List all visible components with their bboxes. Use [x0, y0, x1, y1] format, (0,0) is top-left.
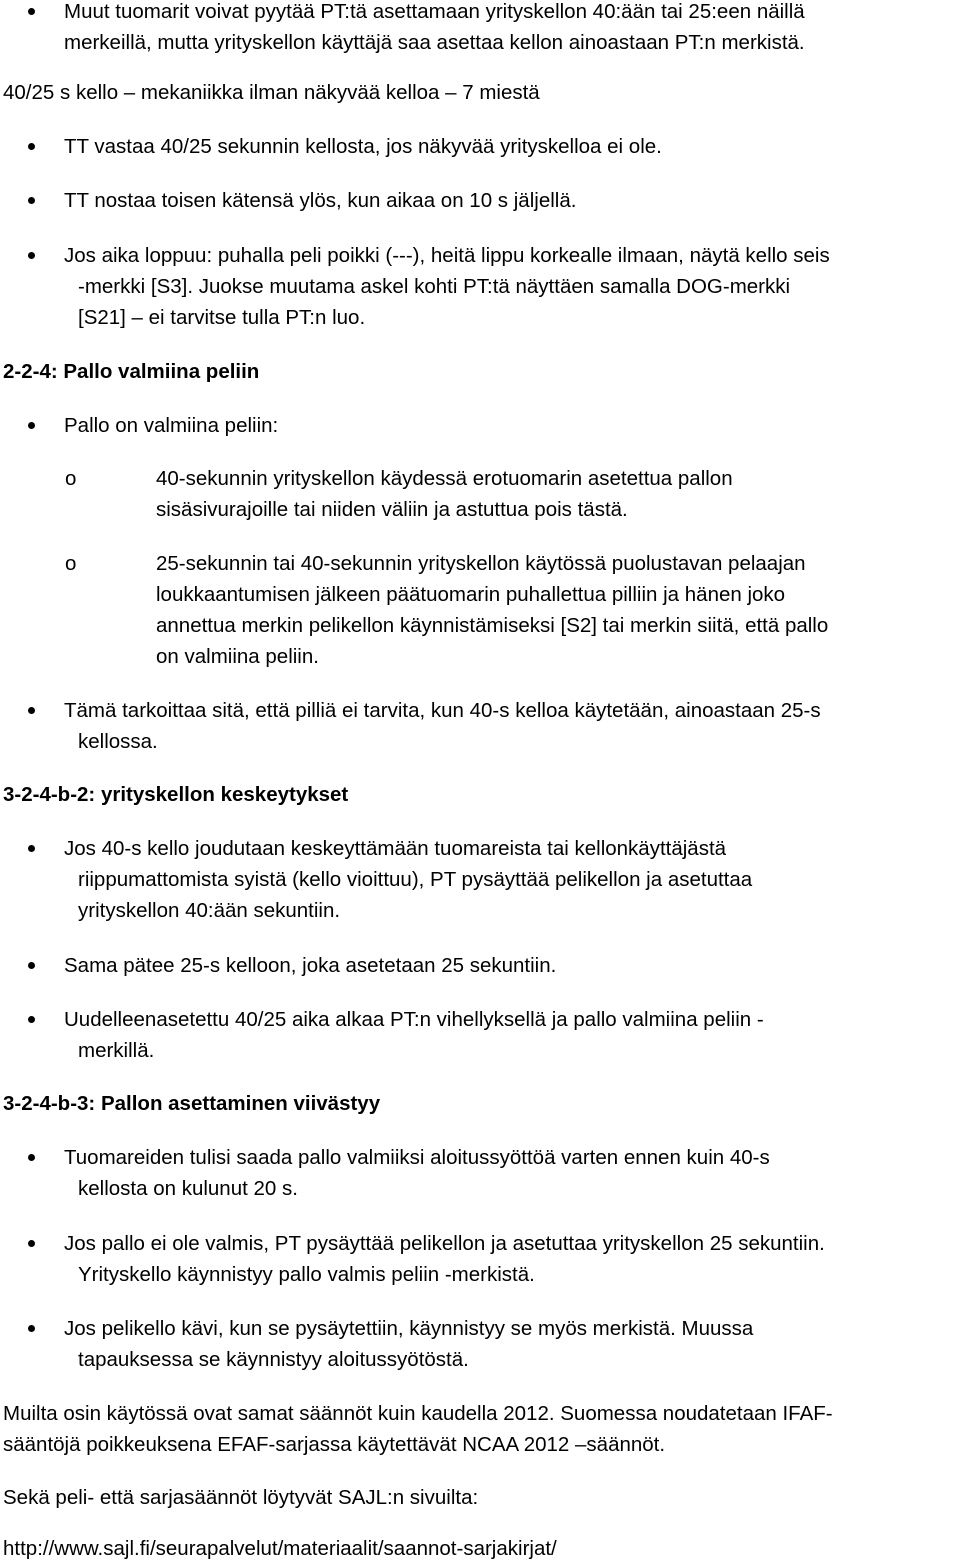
- text-line: sisäsivurajoille tai niiden väliin ja astuttua pois tästä.: [156, 498, 628, 521]
- sub-list-item: [65, 548, 946, 672]
- section-heading: 3-2-4-b-3: Pallon asettaminen viivästyy: [3, 1092, 381, 1115]
- sub-list-item: [65, 463, 946, 525]
- text-line: Muilta osin käytössä ovat samat säännöt kuin kaudella 2012. Suomessa noudatetaan IFAF-: [3, 1402, 833, 1425]
- sub-bullet-marker: o: [65, 552, 77, 575]
- text-line: Tuomareiden tulisi saada pallo valmiiksi aloitussyöttöä varten ennen kuin 40-s: [64, 1146, 770, 1169]
- text-line: on valmiina peliin.: [156, 645, 319, 668]
- list-item: [64, 695, 954, 757]
- footer-paragraph: [3, 1398, 955, 1460]
- text-line: kellossa.: [78, 730, 158, 753]
- section-heading: 3-2-4-b-2: yrityskellon keskeytykset: [3, 783, 349, 806]
- list-item: [64, 950, 954, 981]
- text-line: kellosta on kulunut 20 s.: [78, 1177, 298, 1200]
- section-heading: 2-2-4: Pallo valmiina peliin: [3, 360, 260, 383]
- footer-paragraph: Sekä peli- että sarjasäännöt löytyvät SAJL:n sivuilta:: [3, 1486, 479, 1509]
- list-item: [64, 1313, 954, 1375]
- sub-bullet-marker: o: [65, 467, 77, 490]
- text-line: Jos pallo ei ole valmis, PT pysäyttää pelikellon ja asetuttaa yrityskellon 25 sekuntiin.: [64, 1232, 825, 1255]
- text-line: -merkki [S3]. Juokse muutama askel kohti PT:tä näyttäen samalla DOG-merkki: [78, 275, 791, 298]
- list-item: [64, 240, 954, 333]
- text-line: Muut tuomarit voivat pyytää PT:tä asettamaan yrityskellon 40:ään tai 25:een näillä: [64, 0, 805, 23]
- text-line: riippumattomista syistä (kello vioittuu), PT pysäyttää pelikellon ja asetuttaa: [78, 868, 753, 891]
- list-item: [64, 410, 954, 441]
- section-heading: 40/25 s kello – mekaniikka ilman näkyvää kelloa – 7 miestä: [3, 81, 540, 104]
- text-line: Yrityskello käynnistyy pallo valmis peliin -merkistä.: [78, 1263, 535, 1286]
- list-item: [64, 1004, 954, 1066]
- text-line: tapauksessa se käynnistyy aloitussyötöstä.: [78, 1348, 469, 1371]
- text-line: Jos pelikello kävi, kun se pysäytettiin, käynnistyy se myös merkistä. Muussa: [64, 1317, 754, 1340]
- text-line: 40-sekunnin yrityskellon käydessä erotuomarin asetettua pallon: [156, 467, 733, 490]
- text-line: annettua merkin pelikellon käynnistämiseksi [S2] tai merkin siitä, että pallo: [156, 614, 829, 637]
- text-line: sääntöjä poikkeuksena EFAF-sarjassa käytettävät NCAA 2012 –säännöt.: [3, 1433, 666, 1456]
- text-line: Jos aika loppuu: puhalla peli poikki (---), heitä lippu korkealle ilmaan, näytä kello seis: [64, 244, 830, 267]
- text-line: yrityskellon 40:ään sekuntiin.: [78, 899, 341, 922]
- text-line: Sama pätee 25-s kelloon, joka asetetaan 25 sekuntiin.: [64, 954, 557, 977]
- text-line: merkeillä, mutta yrityskellon käyttäjä saa asettaa kellon ainoastaan PT:n merkistä.: [64, 31, 805, 54]
- text-line: TT nostaa toisen kätensä ylös, kun aikaa on 10 s jäljellä.: [64, 189, 577, 212]
- text-line: Pallo on valmiina peliin:: [64, 414, 279, 437]
- list-item: [64, 1228, 954, 1290]
- text-line: Uudelleenasetettu 40/25 aika alkaa PT:n vihellyksellä ja pallo valmiina peliin -: [64, 1008, 764, 1031]
- text-line: loukkaantumisen jälkeen päätuomarin puhallettua pilliin ja hänen joko: [156, 583, 786, 606]
- text-line: 25-sekunnin tai 40-sekunnin yrityskellon käytössä puolustavan pelaajan: [156, 552, 806, 575]
- text-line: Tämä tarkoittaa sitä, että pilliä ei tarvita, kun 40-s kelloa käytetään, ainoastaan 25-s: [64, 699, 821, 722]
- text-line: [S21] – ei tarvitse tulla PT:n luo.: [78, 306, 366, 329]
- list-item: [64, 0, 954, 58]
- list-item: [64, 131, 954, 162]
- footer-link[interactable]: http://www.sajl.fi/seurapalvelut/materiaalit/saannot-sarjakirjat/: [3, 1537, 557, 1560]
- list-item: [64, 1142, 954, 1204]
- text-line: merkillä.: [78, 1039, 155, 1062]
- list-item: [64, 833, 954, 926]
- list-item: [64, 185, 954, 216]
- text-line: TT vastaa 40/25 sekunnin kellosta, jos näkyvää yrityskelloa ei ole.: [64, 135, 662, 158]
- text-line: Jos 40-s kello joudutaan keskeyttämään tuomareista tai kellonkäyttäjästä: [64, 837, 727, 860]
